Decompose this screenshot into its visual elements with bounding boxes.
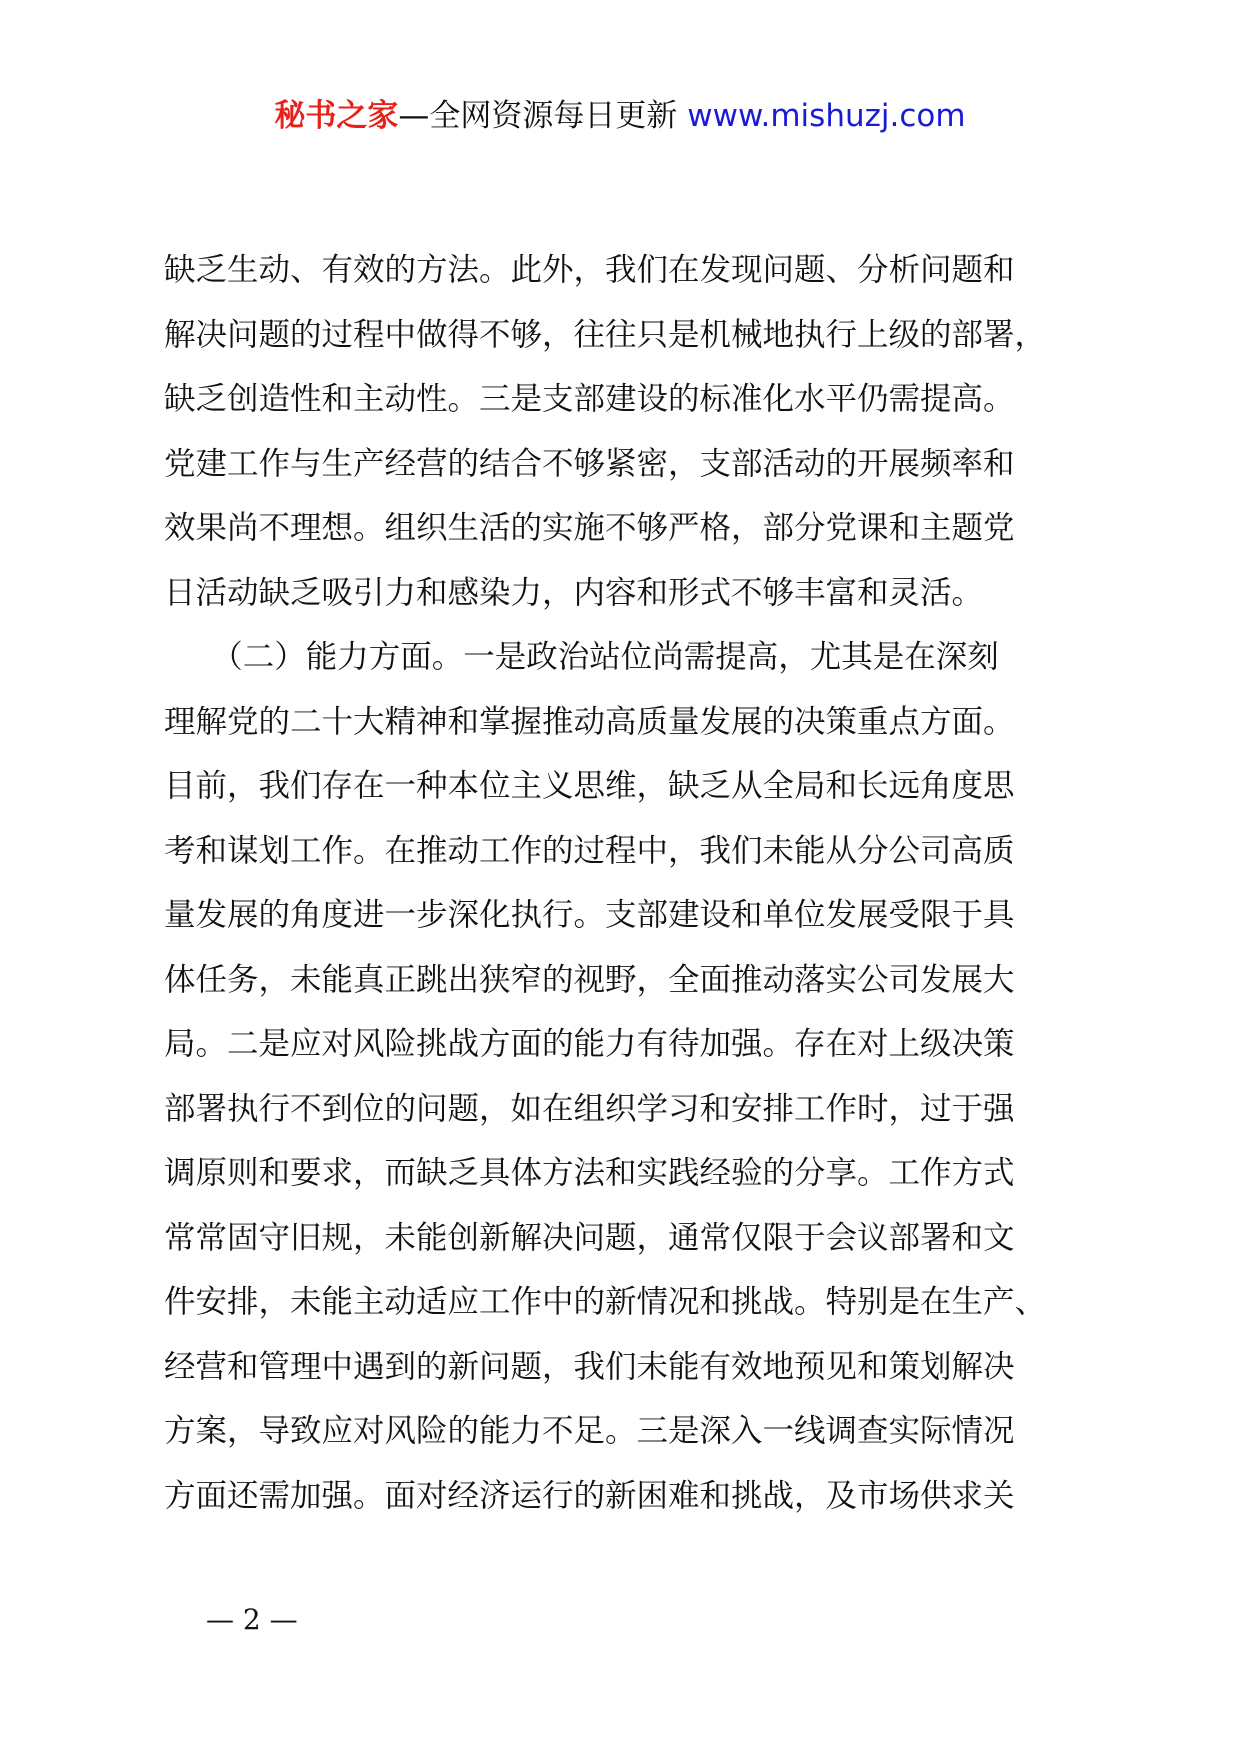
brand-name: 秘书之家 (274, 98, 399, 134)
text-line: 方案，导致应对风险的能力不足。三是深入一线调查实际情况 (164, 1413, 1015, 1449)
site-header (0, 96, 1240, 136)
text-line: 党建工作与生产经营的结合不够紧密，支部活动的开展频率和 (164, 445, 1015, 482)
text-line: 缺乏创造性和主动性。三是支部建设的标准化水平仍需提高。 (164, 381, 1015, 417)
text-line: 解决问题的过程中做得不够，往往只是机械地执行上级的部署， (164, 316, 1047, 353)
text-line: 量发展的角度进一步深化执行。支部建设和单位发展受限于具 (164, 897, 1015, 933)
text-line: （二）能力方面。一是政治站位尚需提高，尤其是在深刻 (164, 639, 999, 675)
text-line: 部署执行不到位的问题，如在组织学习和安排工作时，过于强 (164, 1090, 1015, 1127)
page-number: — 2 — (206, 1603, 298, 1636)
text-line: 方面还需加强。面对经济运行的新困难和挑战，及市场供求关 (164, 1477, 1015, 1514)
text-line: 经营和管理中遇到的新问题，我们未能有效地预见和策划解决 (164, 1348, 1015, 1385)
header-tagline: —全网资源每日更新 (398, 98, 678, 134)
text-line: 目前，我们存在一种本位主义思维，缺乏从全局和长远角度思 (164, 768, 1015, 804)
text-line: 件安排，未能主动适应工作中的新情况和挑战。特别是在生产、 (164, 1284, 1047, 1320)
text-line: 考和谋划工作。在推动工作的过程中，我们未能从分公司高质 (164, 832, 1015, 869)
text-line: 缺乏生动、有效的方法。此外，我们在发现问题、分析问题和 (164, 252, 1015, 288)
website-url[interactable]: www.mishuzj.com (687, 98, 966, 134)
document-body (164, 238, 1104, 1528)
text-line: 调原则和要求，而缺乏具体方法和实践经验的分享。工作方式 (164, 1155, 1015, 1191)
text-line: 局。二是应对风险挑战方面的能力有待加强。存在对上级决策 (164, 1026, 1015, 1062)
text-line: 效果尚不理想。组织生活的实施不够严格，部分党课和主题党 (164, 510, 1015, 546)
text-line: 常常固守旧规，未能创新解决问题，通常仅限于会议部署和文 (164, 1219, 1015, 1256)
text-line: 理解党的二十大精神和掌握推动高质量发展的决策重点方面。 (164, 703, 1015, 740)
text-line: 体任务，未能真正跳出狭窄的视野，全面推动落实公司发展大 (164, 961, 1015, 998)
text-line: 日活动缺乏吸引力和感染力，内容和形式不够丰富和灵活。 (164, 574, 984, 611)
